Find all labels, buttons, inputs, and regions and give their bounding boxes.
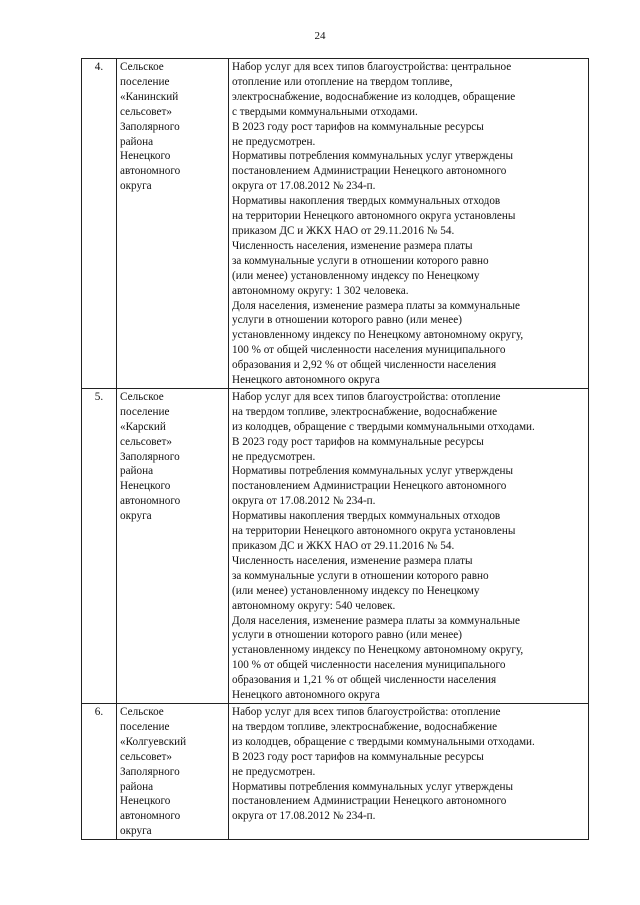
municipality-name-line: Заполярного: [120, 765, 180, 778]
municipality-name-line: поселение: [120, 720, 170, 733]
page-number: 24: [314, 30, 326, 42]
description-line: на территории Ненецкого автономного округа установлены: [232, 210, 516, 223]
municipality-name-line: «Канинский: [120, 90, 179, 103]
municipality-name-line: Сельское: [120, 61, 164, 73]
description-line: Ненецкого автономного округа: [232, 689, 380, 702]
municipality-name-line: сельсовет»: [120, 750, 172, 763]
description-line: округа от 17.08.2012 № 234-п.: [232, 495, 376, 508]
municipality-name-line: «Карский: [120, 420, 166, 433]
municipality-name-line: Заполярного: [120, 450, 180, 463]
municipality-name-line: Сельское: [120, 390, 164, 403]
municipality-name-line: округа: [120, 825, 152, 838]
municipality-name-line: округа: [120, 180, 152, 193]
description-line: Численность населения, изменение размера платы: [232, 239, 473, 252]
description-line: Нормативы потребления коммунальных услуг утверждены: [232, 150, 514, 163]
description-line: Численность населения, изменение размера платы: [232, 554, 473, 567]
municipality-name-line: района: [120, 780, 154, 793]
description-line: автономному округу: 1 302 человека.: [232, 284, 409, 297]
description-line: на твердом топливе, электроснабжение, водоснабжение: [232, 405, 498, 418]
description-line: Нормативы накопления твердых коммунальных отходов: [232, 510, 501, 523]
description-line: В 2023 году рост тарифов на коммунальные ресурсы: [232, 750, 484, 763]
description-line: не предусмотрен.: [232, 765, 316, 778]
row-number: 5.: [82, 388, 117, 703]
description-line: 100 % от общей численности населения муниципального: [232, 659, 506, 672]
description-line: округа от 17.08.2012 № 234-п.: [232, 810, 376, 823]
description-line: из колодцев, обращение с твердыми коммунальными отходами.: [232, 735, 535, 748]
description-line: (или менее) установленному индексу по Ненецкому: [232, 269, 480, 282]
description-line: Нормативы накопления твердых коммунальных отходов: [232, 195, 501, 208]
description-line: Набор услуг для всех типов благоустройства: отопление: [232, 390, 501, 403]
municipality-name-cell: [117, 703, 229, 839]
description-line: услуги в отношении которого равно (или менее): [232, 314, 462, 327]
description-line: за коммунальные услуги в отношении которого равно: [232, 569, 489, 582]
description-line: образования и 2,92 % от общей численности населения: [232, 359, 497, 372]
description-line: за коммунальные услуги в отношении которого равно: [232, 254, 489, 267]
table-row: [82, 59, 589, 389]
description-line: В 2023 году рост тарифов на коммунальные ресурсы: [232, 435, 484, 448]
municipality-name-line: сельсовет»: [120, 435, 172, 448]
description-line: на территории Ненецкого автономного округа установлены: [232, 525, 516, 538]
table-row: [82, 703, 589, 839]
description-line: В 2023 году рост тарифов на коммунальные ресурсы: [232, 120, 484, 133]
municipality-name-line: района: [120, 135, 154, 148]
description-line: не предусмотрен.: [232, 135, 316, 148]
description-line: Набор услуг для всех типов благоустройства: центральное: [232, 61, 512, 73]
description-line: постановлением Администрации Ненецкого автономного: [232, 165, 507, 178]
table-body: [82, 59, 589, 840]
municipality-name-line: автономного: [120, 495, 181, 508]
description-line: установленному индексу по Ненецкому автономному округу,: [232, 329, 524, 342]
description-line: 100 % от общей численности населения муниципального: [232, 344, 506, 357]
description-line: постановлением Администрации Ненецкого автономного: [232, 795, 507, 808]
description-line: Доля населения, изменение размера платы за коммунальные: [232, 299, 520, 312]
municipality-name-line: округа: [120, 510, 152, 523]
description-line: округа от 17.08.2012 № 234-п.: [232, 180, 376, 193]
description-line: Доля населения, изменение размера платы за коммунальные: [232, 614, 520, 627]
municipality-name-line: Ненецкого: [120, 480, 171, 493]
row-number: 4.: [82, 59, 117, 389]
municipality-name-line: поселение: [120, 75, 170, 88]
description-line: Ненецкого автономного округа: [232, 374, 380, 387]
description-line: услуги в отношении которого равно (или менее): [232, 629, 462, 642]
description-line: автономному округу: 540 человек.: [232, 599, 396, 612]
municipality-name-line: Сельское: [120, 705, 164, 718]
description-line: отопление или отопление на твердом топливе,: [232, 75, 453, 88]
municipality-name-line: сельсовет»: [120, 105, 172, 118]
row-number: 6.: [82, 703, 117, 839]
municipality-name-line: поселение: [120, 405, 170, 418]
description-line: (или менее) установленному индексу по Ненецкому: [232, 584, 480, 597]
municipality-name-line: Заполярного: [120, 120, 180, 133]
description-line: приказом ДС и ЖКХ НАО от 29.11.2016 № 54.: [232, 540, 455, 552]
description-line: не предусмотрен.: [232, 450, 316, 463]
description-line: электроснабжение, водоснабжение из колодцев, обращение: [232, 90, 516, 103]
description-line: приказом ДС и ЖКХ НАО от 29.11.2016 № 54.: [232, 224, 455, 237]
municipality-name-line: района: [120, 465, 154, 478]
municipality-name-line: автономного: [120, 810, 181, 823]
description-cell: [229, 59, 589, 389]
municipality-name-cell: [117, 59, 229, 389]
municipality-name-line: Ненецкого: [120, 795, 171, 808]
description-line: образования и 1,21 % от общей численности населения: [232, 674, 497, 687]
description-line: Нормативы потребления коммунальных услуг утверждены: [232, 465, 514, 478]
municipality-name-line: Ненецкого: [120, 150, 171, 163]
municipality-name-cell: [117, 388, 229, 703]
description-line: Нормативы потребления коммунальных услуг утверждены: [232, 780, 514, 793]
municipality-name-line: «Колгуевский: [120, 735, 187, 748]
description-line: установленному индексу по Ненецкому автономному округу,: [232, 644, 524, 657]
description-line: постановлением Администрации Ненецкого автономного: [232, 480, 507, 493]
table-row: [82, 388, 589, 703]
description-cell: [229, 388, 589, 703]
description-cell: [229, 703, 589, 839]
description-line: с твердыми коммунальными отходами.: [232, 105, 418, 118]
description-line: из колодцев, обращение с твердыми коммунальными отходами.: [232, 420, 535, 433]
municipality-name-line: автономного: [120, 165, 181, 178]
description-line: на твердом топливе, электроснабжение, водоснабжение: [232, 720, 498, 733]
tariff-table: [81, 58, 589, 840]
description-line: Набор услуг для всех типов благоустройства: отопление: [232, 705, 501, 718]
